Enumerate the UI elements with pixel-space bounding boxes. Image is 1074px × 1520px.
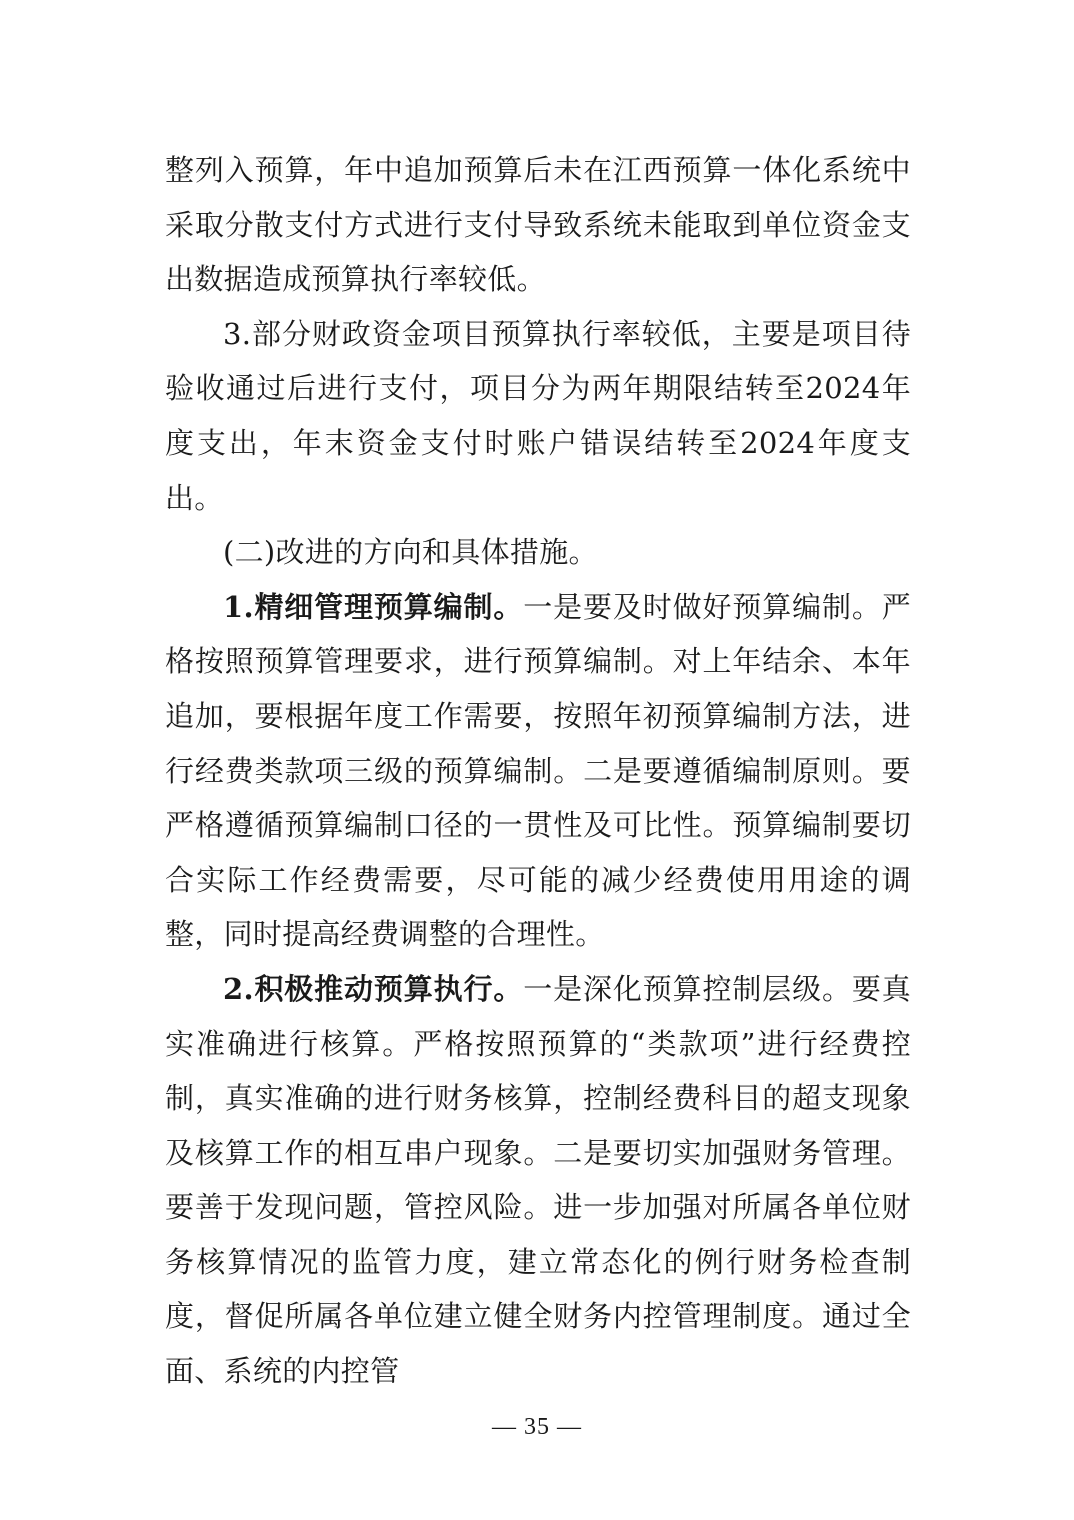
paragraph-text: 一是要及时做好预算编制。严格按照预算管理要求，进行预算编制。对上年结余、本年追加，要根据年度工作需要，按照年初预算编制方法，进行经费类款项三级的预算编制。二是要遵循编制原则。要严格遵循预算编制口径的一贯性及可比性。预算编制要切合实际工作经费需要，尽可能的减少经费使用用途的调整，同时提高经费调整的合理性。 [165, 589, 911, 952]
heading-text: (二)改进的方向和具体措施。 [223, 535, 598, 570]
paragraph-item-3 [165, 307, 911, 525]
paragraph-continuation [165, 143, 911, 307]
paragraph-lead: 2.积极推动预算执行。 [223, 971, 524, 1006]
paragraph-budget-execution [165, 962, 911, 1399]
paragraph-text: 一是深化预算控制层级。要真实准确进行核算。严格按照预算的“类款项”进行经费控制，真实准确的进行财务核算，控制经费科目的超支现象及核算工作的相互串户现象。二是要切实加强财务管理。要善于发现问题，管控风险。进一步加强对所属各单位财务核算情况的监管力度，建立常态化的例行财务检查制度，督促所属各单位建立健全财务内控管理制度。通过全面、系统的内控管 [165, 971, 911, 1389]
paragraph-text: 3.部分财政资金项目预算执行率较低，主要是项目待验收通过后进行支付，项目分为两年期限结转至2024年度支出，年末资金支付时账户错误结转至2024年度支出。 [165, 316, 911, 515]
page-number: — 35 — [492, 1414, 582, 1440]
paragraph-text: 整列入预算，年中追加预算后未在江西预算一体化系统中采取分散支付方式进行支付导致系统未能取到单位资金支出数据造成预算执行率较低。 [165, 153, 911, 297]
paragraph-lead: 1.精细管理预算编制。 [223, 589, 524, 624]
section-heading [165, 525, 911, 580]
paragraph-budget-preparation [165, 580, 911, 962]
body-text [165, 143, 911, 1399]
